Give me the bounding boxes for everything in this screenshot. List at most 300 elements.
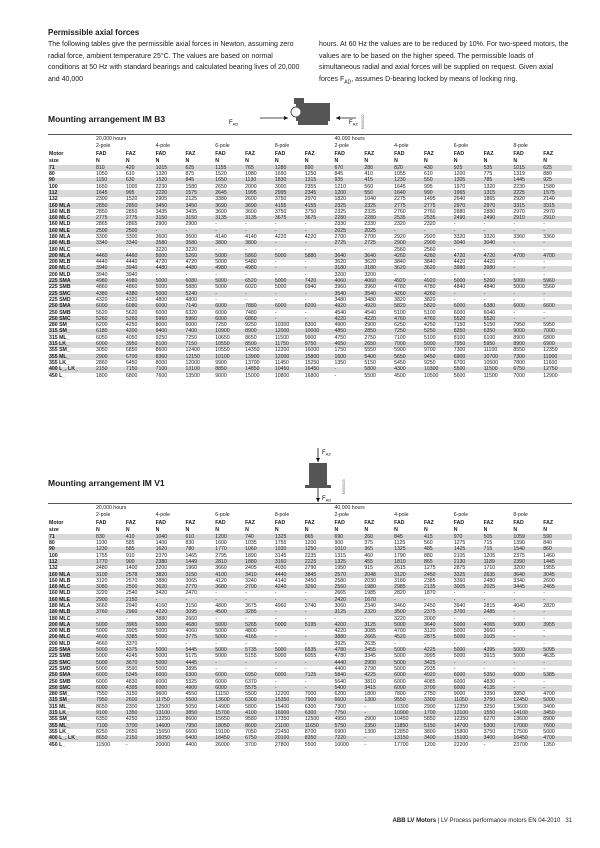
force-value-cell: 3700 (423, 685, 453, 691)
force-value-cell: 5900 (393, 348, 423, 354)
force-value-cell: 4830 (483, 679, 513, 685)
force-value-cell: 5000 (95, 660, 125, 666)
force-value-cell: 2880 (483, 209, 513, 215)
force-value-cell: 5960 (155, 316, 185, 322)
force-value-cell: 2600 (244, 197, 274, 203)
force-value-cell: - (512, 597, 542, 603)
force-value-cell: 12350 (453, 704, 483, 710)
force-value-cell: 7550 (95, 692, 125, 698)
force-value-cell: 3480 (363, 297, 393, 303)
force-value-cell: 9400 (155, 329, 185, 335)
force-value-cell: 7250 (184, 335, 214, 341)
force-value-cell: - (304, 316, 334, 322)
force-value-cell: 3880 (155, 616, 185, 622)
force-value-cell: 3800 (244, 241, 274, 247)
force-value-cell: 6270 (483, 717, 513, 723)
force-value-cell: 3400 (423, 736, 453, 742)
force-value-cell: 7150 (184, 342, 214, 348)
force-value-cell: 5100 (393, 310, 423, 316)
force-value-cell: 8650 (244, 335, 274, 341)
force-value-cell: 2875 (423, 635, 453, 641)
force-value-cell: 3980 (453, 266, 483, 272)
force-value-cell: 1275 (453, 540, 483, 546)
force-value-cell: 845 (334, 171, 364, 177)
force-value-cell: 3960 (334, 285, 364, 291)
force-value-cell: 4700 (542, 253, 572, 259)
force-value-cell: 3775 (184, 635, 214, 641)
force-value-cell: 2230 (512, 184, 542, 190)
force-value-cell: 13500 (184, 373, 214, 379)
v1-faz-header: FAZ (423, 520, 453, 527)
force-value-cell: 9000 (512, 329, 542, 335)
force-value-cell: 2280 (363, 216, 393, 222)
force-value-cell: 3960 (363, 285, 393, 291)
force-value-cell: - (244, 591, 274, 597)
force-value-cell: 5000 (214, 279, 244, 285)
force-value-cell: - (453, 222, 483, 228)
force-value-cell: 1955 (542, 566, 572, 572)
force-value-cell: 2480 (95, 566, 125, 572)
force-value-cell: 2560 (334, 585, 364, 591)
force-value-cell: 4260 (423, 253, 453, 259)
force-value-cell: 3955 (542, 622, 572, 628)
force-value-cell: 9000 (214, 373, 244, 379)
force-value-cell: 1200 (334, 190, 364, 196)
force-value-cell: 3220 (155, 247, 185, 253)
force-value-cell: 2920 (423, 234, 453, 240)
force-value-cell: 4500 (214, 610, 244, 616)
force-value-cell: 6000 (453, 679, 483, 685)
force-value-cell: 11000 (542, 354, 572, 360)
force-value-cell: 3700 (244, 742, 274, 748)
force-value-cell: 6900 (453, 354, 483, 360)
force-value-cell: 16800 (304, 373, 334, 379)
force-value-cell: 6350 (95, 717, 125, 723)
b3-faz-header: FAZ (483, 151, 513, 158)
force-value-cell: 3000 (274, 184, 304, 190)
force-value-cell: - (512, 610, 542, 616)
force-value-cell: 3600 (184, 234, 214, 240)
force-value-cell: 3300 (95, 234, 125, 240)
force-value-cell: 3620 (155, 585, 185, 591)
force-value-cell: 5000 (274, 648, 304, 654)
force-value-cell: 4300 (393, 367, 423, 373)
force-value-cell: 4220 (274, 234, 304, 240)
force-value-cell: 5000 (274, 253, 304, 259)
force-value-cell: - (453, 228, 483, 234)
force-value-cell: 3400 (483, 736, 513, 742)
motor-size-cell: 112 (48, 559, 95, 565)
force-value-cell: 4440 (334, 660, 364, 666)
force-value-cell: 10450 (393, 717, 423, 723)
force-value-cell: - (155, 641, 185, 647)
force-value-cell: 4720 (483, 253, 513, 259)
force-value-cell: 3240 (244, 578, 274, 584)
force-value-cell: 3350 (483, 692, 513, 698)
force-value-cell: 6000 (393, 673, 423, 679)
v1-pole-header: 8-pole (274, 512, 334, 519)
force-value-cell: 1200 (423, 742, 453, 748)
force-value-cell: 1445 (542, 559, 572, 565)
force-value-cell: 4500 (393, 373, 423, 379)
force-value-cell: 1950 (334, 566, 364, 572)
force-value-cell: 5000 (95, 654, 125, 660)
force-value-cell: 3965 (125, 622, 155, 628)
force-value-cell: 11750 (274, 342, 304, 348)
force-value-cell: 3455 (363, 648, 393, 654)
force-value-cell: 740 (244, 534, 274, 540)
force-value-cell: 5400 (363, 354, 393, 360)
force-value-cell: 4220 (334, 629, 364, 635)
force-value-cell: 3445 (512, 585, 542, 591)
b3-table-body (48, 165, 572, 379)
force-value-cell: 3345 (363, 654, 393, 660)
force-value-cell: 7800 (393, 692, 423, 698)
force-value-cell: 3500 (393, 610, 423, 616)
force-value-cell: 9250 (244, 323, 274, 329)
force-value-cell: 2900 (393, 241, 423, 247)
force-value-cell: 4830 (125, 679, 155, 685)
force-value-cell: 5960 (542, 279, 572, 285)
force-value-cell: 2390 (512, 559, 542, 565)
force-value-cell: 3320 (483, 234, 513, 240)
force-value-cell: 5820 (423, 304, 453, 310)
force-value-cell: 1125 (393, 540, 423, 546)
force-value-cell: 11150 (214, 692, 244, 698)
b3-faz-label: $F_{AZ}$ (349, 120, 358, 127)
force-value-cell: 410 (125, 534, 155, 540)
b3-hours20: 20,000 hours (95, 136, 334, 143)
force-value-cell: 2970 (542, 209, 572, 215)
force-value-cell: 550 (423, 178, 453, 184)
force-value-cell: - (393, 272, 423, 278)
force-value-cell: 2660 (184, 616, 214, 622)
force-value-cell: 2875 (453, 566, 483, 572)
force-value-cell: 3820 (155, 572, 185, 578)
force-value-cell: 3480 (334, 297, 364, 303)
force-value-cell: 15000 (244, 373, 274, 379)
force-value-cell: 1280 (274, 165, 304, 171)
force-value-cell: 865 (423, 559, 453, 565)
force-value-cell: 9580 (244, 717, 274, 723)
force-value-cell: 6000 (274, 673, 304, 679)
b3-faz-header: FAZ (184, 151, 214, 158)
force-value-cell: - (184, 597, 214, 603)
b3-unit-header: N (274, 158, 304, 165)
force-value-cell: 6950 (244, 673, 274, 679)
force-value-cell: 2325 (334, 209, 364, 215)
force-value-cell: 15650 (155, 729, 185, 735)
force-value-cell: 4320 (125, 297, 155, 303)
b3-axial-force-table (48, 136, 572, 379)
force-value-cell: 2280 (334, 216, 364, 222)
force-value-cell: 2760 (423, 209, 453, 215)
force-value-cell: - (304, 616, 334, 622)
force-value-cell: 12850 (393, 729, 423, 735)
force-value-cell: 3045 (542, 572, 572, 578)
force-value-cell: 4030 (274, 566, 304, 572)
motor-size-cell: 355 ML_ (48, 723, 95, 729)
v1-faz-header: FAZ (304, 520, 334, 527)
force-value-cell: 3750 (274, 209, 304, 215)
force-value-cell: 415 (363, 178, 393, 184)
force-value-cell: 2700 (244, 585, 274, 591)
motor-size-cell: 225 SMC (48, 660, 95, 666)
v1-unit-header: N (244, 527, 274, 534)
force-value-cell: 3600 (214, 209, 244, 215)
force-value-cell: 5000 (274, 279, 304, 285)
force-value-cell: 1210 (334, 184, 364, 190)
force-value-cell: 2850 (125, 203, 155, 209)
force-value-cell: 5345 (125, 673, 155, 679)
force-value-cell: 7140 (184, 304, 214, 310)
force-value-cell: 900 (125, 559, 155, 565)
intro-right-part1: hours. At 60 Hz the values are to be reduced by 10%. For two-speed motors, the values are to be based on the higher speed. The permissible loads of simultaneous radial and axial forces will be supplied on request. Given axial forces F (319, 41, 569, 83)
force-value-cell: 8900 (512, 342, 542, 348)
force-value-cell: 4220 (334, 316, 364, 322)
force-value-cell: 2140 (542, 197, 572, 203)
motor-size-cell: 315 ML_ (48, 704, 95, 710)
b3-divider (48, 134, 572, 135)
force-value-cell: 430 (423, 165, 453, 171)
force-value-cell: 4220 (363, 316, 393, 322)
motor-size-cell: 90 (48, 178, 95, 184)
v1-pole-header: 2-pole (334, 512, 394, 519)
force-value-cell: 5000 (274, 622, 304, 628)
force-value-cell: - (125, 247, 155, 253)
force-value-cell: 11750 (155, 698, 185, 704)
force-value-cell: 3080 (95, 585, 125, 591)
force-value-cell: 1325 (334, 559, 364, 565)
b3-unit-header: N (423, 158, 453, 165)
force-value-cell: 5000 (542, 698, 572, 704)
force-value-cell: 10300 (393, 704, 423, 710)
force-value-cell: 3680 (214, 585, 244, 591)
force-value-cell: 5560 (542, 285, 572, 291)
force-value-cell: 6300 (304, 704, 334, 710)
force-value-cell: 4860 (125, 285, 155, 291)
force-value-cell: 5155 (244, 654, 274, 660)
force-value-cell: 1980 (363, 585, 393, 591)
force-value-cell: 7300 (453, 348, 483, 354)
force-value-cell: 3150 (184, 603, 214, 609)
force-value-cell: - (274, 685, 304, 691)
force-value-cell: 7300 (334, 704, 364, 710)
force-value-cell: - (334, 616, 364, 622)
force-value-cell: 715 (483, 540, 513, 546)
v1-pole-header: 2-pole (95, 512, 155, 519)
force-value-cell: 5240 (184, 291, 214, 297)
force-value-cell: 2470 (184, 591, 214, 597)
force-value-cell: 715 (483, 547, 513, 553)
force-value-cell: - (512, 629, 542, 635)
force-value-cell: 4920 (423, 279, 453, 285)
force-value-cell: 4065 (483, 622, 513, 628)
force-value-cell: 4260 (393, 253, 423, 259)
force-value-cell: 3460 (393, 603, 423, 609)
force-value-cell: - (184, 228, 214, 234)
force-value-cell: 4980 (244, 266, 274, 272)
intro-section (48, 28, 572, 88)
force-value-cell: 8000 (155, 360, 185, 366)
force-value-cell: 415 (423, 534, 453, 540)
force-value-cell: 7250 (393, 329, 423, 335)
force-value-cell: 14100 (512, 711, 542, 717)
force-value-cell: 4250 (125, 323, 155, 329)
force-value-cell: 10000 (334, 742, 364, 748)
v1-faz-label: $F_{AZ}$ (322, 450, 331, 457)
force-value-cell: 2635 (363, 641, 393, 647)
motor-size-cell: 160 MLD (48, 591, 95, 597)
force-value-cell: - (304, 591, 334, 597)
b3-unit-header: N (453, 158, 483, 165)
force-value-cell: 3180 (363, 266, 393, 272)
force-value-cell: 2665 (334, 591, 364, 597)
force-value-cell: - (304, 310, 334, 316)
force-value-cell: 3385 (125, 635, 155, 641)
v1-table-body (48, 534, 572, 748)
force-value-cell: 6400 (184, 736, 214, 742)
force-value-cell: 5735 (244, 648, 274, 654)
force-value-cell: 7950 (184, 723, 214, 729)
force-value-cell: 6000 (95, 673, 125, 679)
force-value-cell: 27800 (274, 742, 304, 748)
force-value-cell: 1300 (363, 729, 393, 735)
force-value-cell: 2960 (125, 610, 155, 616)
force-value-cell: - (483, 291, 513, 297)
force-value-cell: 1100 (95, 540, 125, 546)
force-value-cell: 3600 (155, 234, 185, 240)
force-value-cell: 2300 (125, 704, 155, 710)
force-value-cell: 865 (304, 534, 334, 540)
force-value-cell: 830 (184, 540, 214, 546)
force-value-cell: 2700 (334, 234, 364, 240)
b3-motor-diagram (229, 94, 366, 134)
force-value-cell: 14350 (244, 348, 274, 354)
force-value-cell: 3800 (214, 241, 244, 247)
force-value-cell: 15650 (214, 717, 244, 723)
force-value-cell: 2580 (334, 578, 364, 584)
force-value-cell: 1250 (304, 547, 334, 553)
force-value-cell: 910 (125, 553, 155, 559)
motor-size-cell: 200 MLB (48, 629, 95, 635)
force-value-cell: 2815 (483, 603, 513, 609)
force-value-cell: 4120 (214, 578, 244, 584)
force-value-cell: 12000 (184, 360, 214, 366)
force-value-cell: 3940 (125, 266, 155, 272)
force-value-cell: 6000 (214, 679, 244, 685)
b3-faz-header: FAZ (304, 151, 334, 158)
force-value-cell: 2665 (363, 635, 393, 641)
force-value-cell: 1930 (274, 547, 304, 553)
force-value-cell: - (512, 222, 542, 228)
force-value-cell: - (542, 679, 572, 685)
force-value-cell: - (244, 666, 274, 672)
force-value-cell: 810 (95, 165, 125, 171)
motor-size-cell: 315 SM_ (48, 698, 95, 704)
force-value-cell: 12200 (274, 348, 304, 354)
force-value-cell: 6900 (334, 729, 364, 735)
motor-size-cell: 315 LK_ (48, 711, 95, 717)
b3-faz-header: FAZ (363, 151, 393, 158)
force-value-cell: 3435 (155, 209, 185, 215)
force-value-cell: 3220 (393, 616, 423, 622)
force-value-cell: 1800 (95, 373, 125, 379)
force-value-cell: 2900 (363, 323, 393, 329)
force-value-cell: 5000 (214, 285, 244, 291)
force-value-cell: - (453, 272, 483, 278)
force-value-cell: 5500 (363, 373, 393, 379)
force-value-cell: 2970 (483, 203, 513, 209)
force-value-cell: 7600 (155, 373, 185, 379)
force-value-cell: 5385 (542, 673, 572, 679)
force-value-cell: 3675 (244, 603, 274, 609)
force-value-cell: 6000 (95, 679, 125, 685)
force-value-cell: 1870 (423, 591, 453, 597)
v1-unit-header: N (304, 527, 334, 534)
force-value-cell: 5000 (214, 648, 244, 654)
force-value-cell: 4750 (334, 335, 364, 341)
force-value-cell: 5000 (155, 648, 185, 654)
force-value-cell: - (542, 222, 572, 228)
force-value-cell: 4660 (95, 641, 125, 647)
force-value-cell: 630 (125, 178, 155, 184)
force-value-cell: 2920 (512, 197, 542, 203)
force-value-cell: - (483, 297, 513, 303)
force-value-cell: 485 (423, 547, 453, 553)
b3-faz-header: FAZ (423, 151, 453, 158)
force-value-cell: 4420 (483, 260, 513, 266)
force-value-cell: 6300 (244, 698, 274, 704)
force-value-cell: 4800 (214, 603, 244, 609)
force-value-cell: 4600 (95, 635, 125, 641)
force-value-cell: 2790 (363, 666, 393, 672)
force-value-cell: 5620 (95, 310, 125, 316)
b3-pole-header: 4-pole (155, 143, 215, 150)
force-value-cell: 2795 (214, 553, 244, 559)
force-value-cell: 2000 (244, 184, 274, 190)
force-value-cell: 7950 (95, 698, 125, 704)
force-value-cell: 5860 (244, 253, 274, 259)
force-value-cell: 17350 (274, 717, 304, 723)
force-value-cell: 3620 (363, 260, 393, 266)
force-value-cell: 16450 (304, 367, 334, 373)
force-value-cell: - (274, 310, 304, 316)
force-value-cell: 3940 (95, 266, 125, 272)
force-value-cell: 2230 (155, 184, 185, 190)
force-value-cell: 5000 (393, 660, 423, 666)
force-value-cell: 9900 (304, 335, 334, 341)
force-value-cell: 5500 (184, 698, 214, 704)
force-value-cell: 3660 (483, 629, 513, 635)
v1-motor-flange (305, 485, 331, 488)
force-value-cell: - (304, 610, 334, 616)
force-value-cell: 4800 (184, 297, 214, 303)
force-value-cell: 5960 (184, 316, 214, 322)
force-value-cell: 1755 (95, 553, 125, 559)
force-value-cell: 900 (334, 540, 364, 546)
force-value-cell: 2000 (423, 616, 453, 622)
force-value-cell: 2935 (423, 666, 453, 672)
b3-pole-header: 2-pole (95, 143, 155, 150)
motor-size-cell: 180 MLB (48, 610, 95, 616)
force-value-cell: 3640 (334, 253, 364, 259)
force-value-cell: 15250 (304, 360, 334, 366)
force-value-cell: 2345 (304, 190, 334, 196)
force-value-cell: 8500 (244, 342, 274, 348)
force-value-cell: 1400 (155, 540, 185, 546)
force-value-cell: 8350 (453, 329, 483, 335)
